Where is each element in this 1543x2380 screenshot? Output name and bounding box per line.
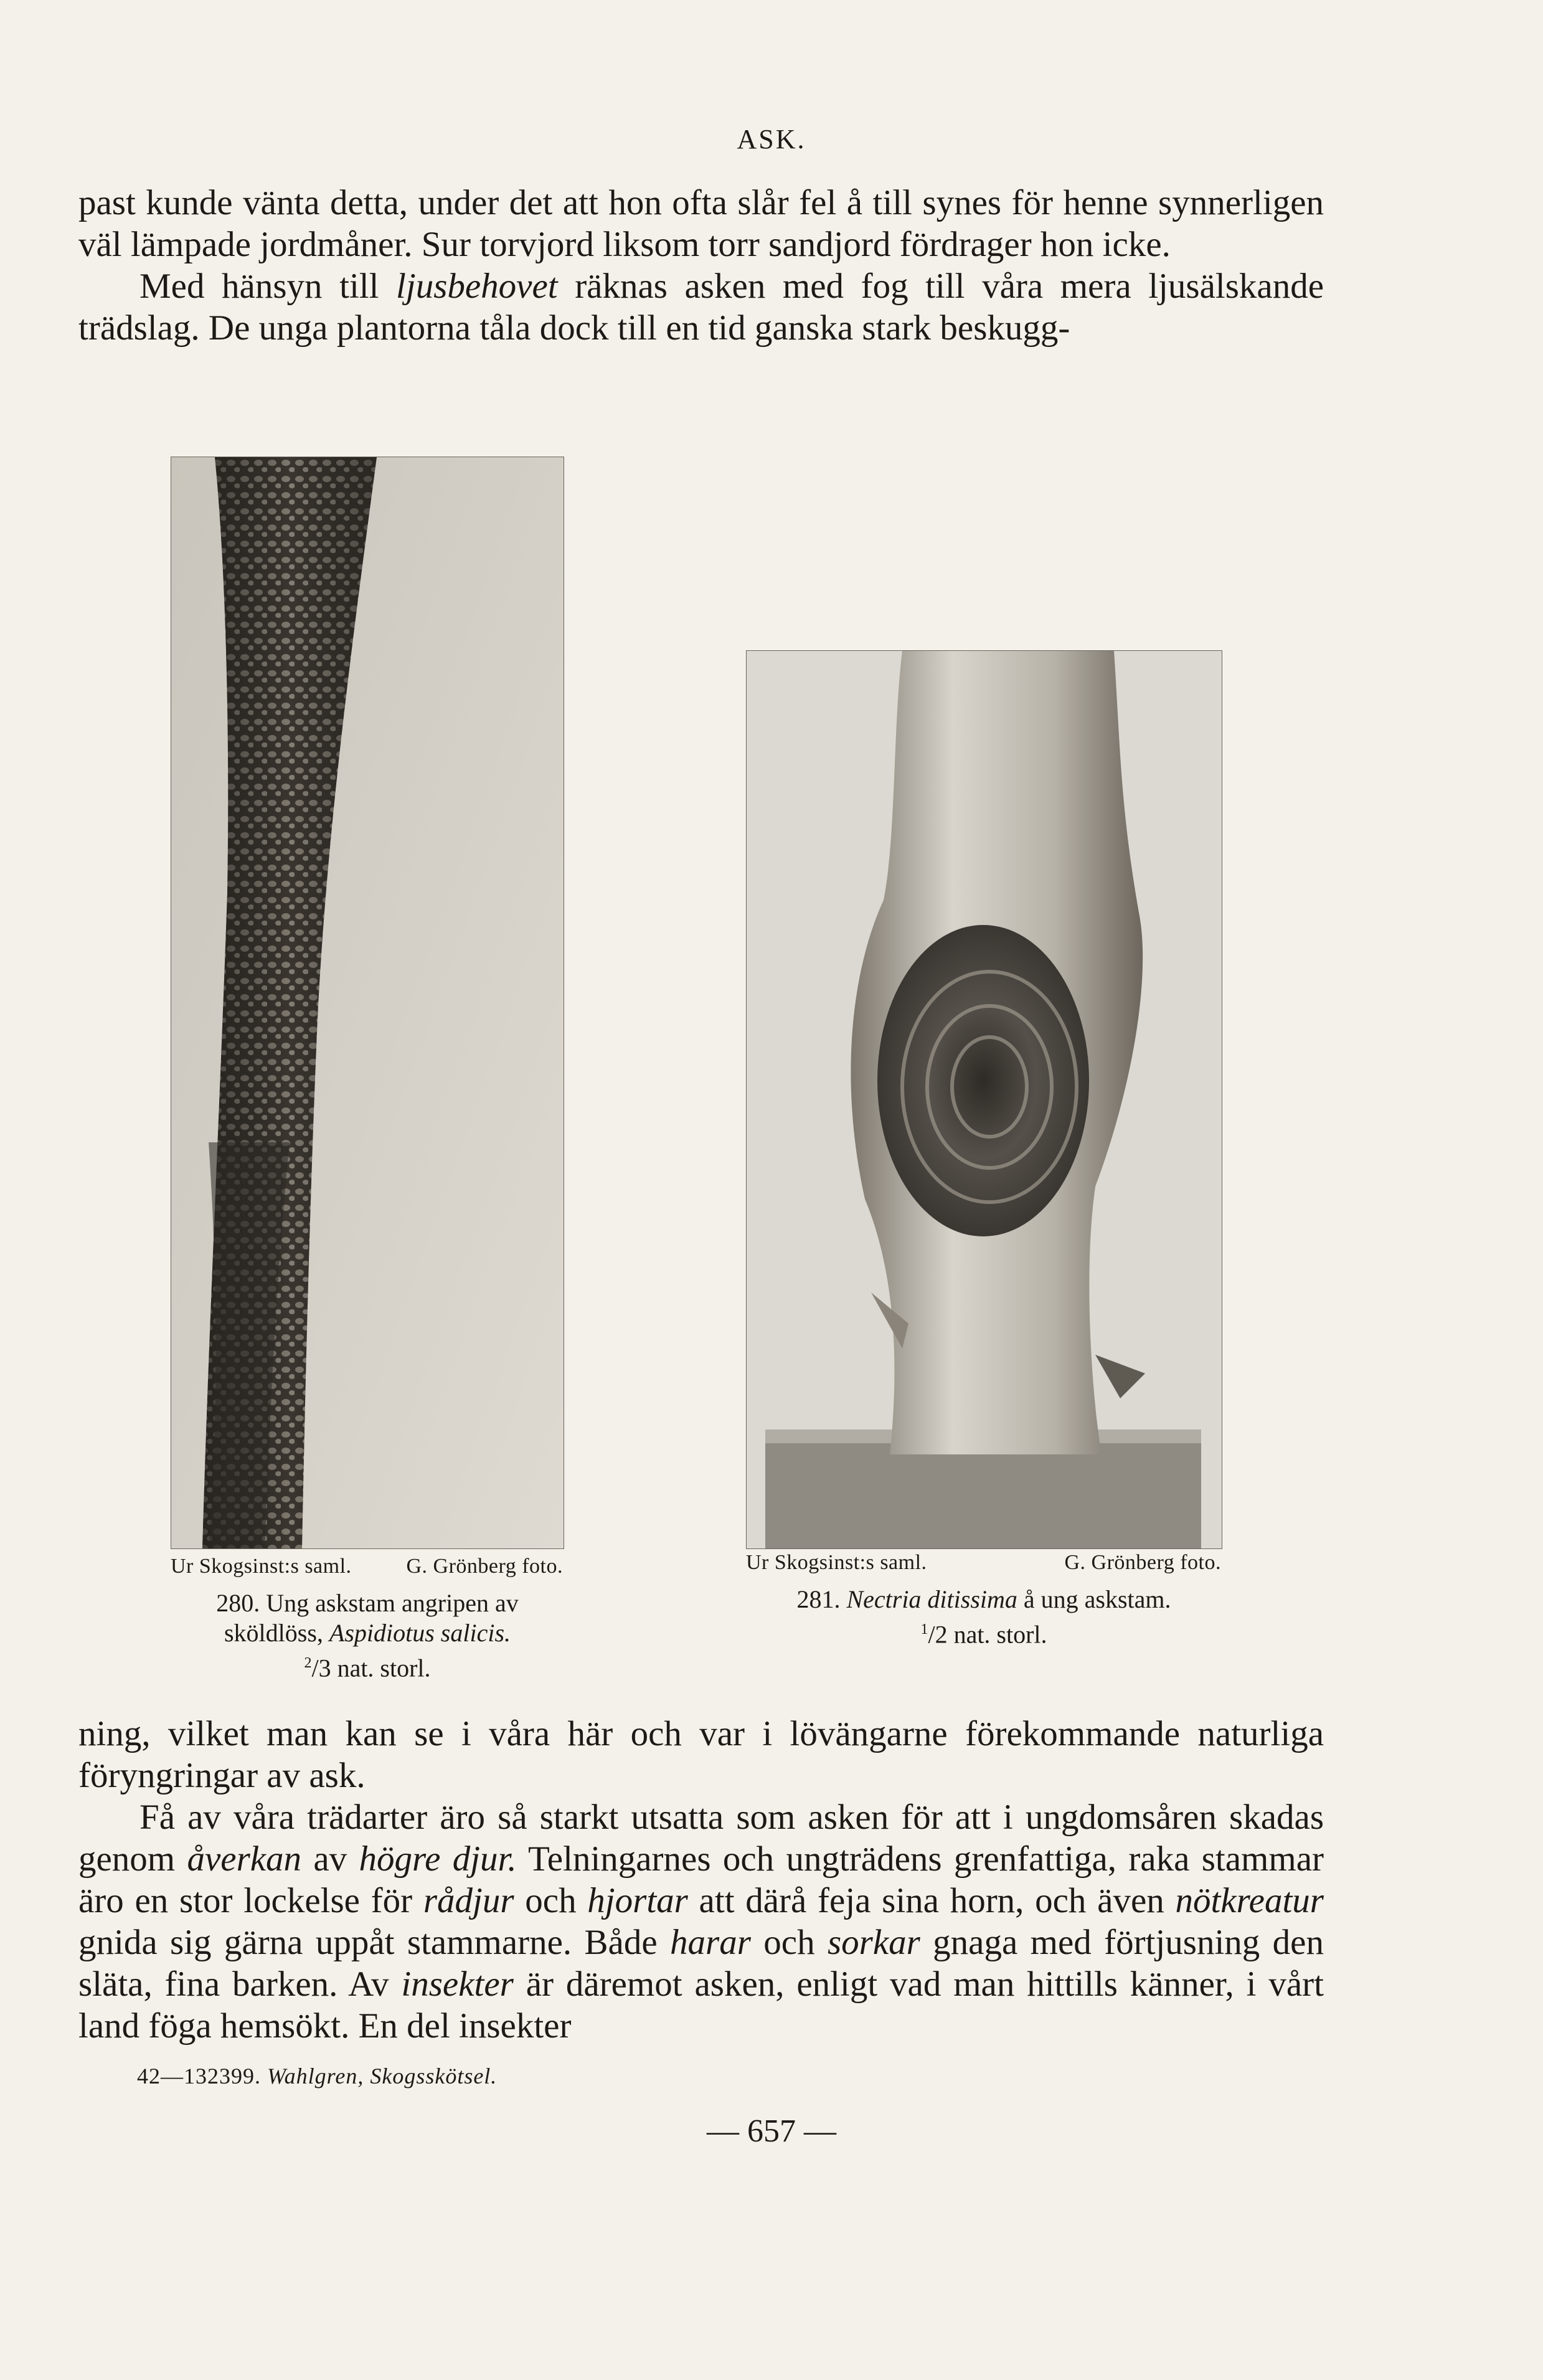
species-name: Aspidiotus salicis. — [329, 1619, 511, 1647]
credit-photographer: G. Grönberg foto. — [1064, 1551, 1221, 1574]
paragraph: past kunde vänta detta, under det att hon ofta slår fel å till synes för henne synnerligen väl lämpade jordmåner. Sur torvjord liksom torr sandjord fördrager hon icke. — [78, 183, 1324, 264]
figure-280-credit — [171, 1555, 563, 1578]
species-name: Nectria ditissima — [846, 1585, 1017, 1613]
page-number: — 657 — — [707, 2113, 836, 2149]
credit-source: Ur Skogsinst:s saml. — [746, 1551, 927, 1574]
emphasis-term: ljusbehovet — [396, 267, 558, 306]
credit-source: Ur Skogsinst:s saml. — [171, 1555, 352, 1578]
figure-280-caption: 280. Ung askstam angripen av sköldlöss, Aspidiotus salicis. $^2$/3 nat. storl. — [156, 1588, 579, 1683]
paragraph: Med hänsyn till ljusbehovet räknas asken med fog till våra mera ljusälskande trädslag. De unga plantorna tåla dock till en tid ganska stark beskugg- — [78, 267, 1324, 348]
scale-note: $^1$/2 nat. storl. — [920, 1620, 1047, 1649]
scale-note: $^2$/3 nat. storl. — [304, 1654, 431, 1682]
paragraph: Få av våra trädarter äro så starkt utsatta som asken för att i ungdomsåren skadas genom åverkan av högre djur. Telningarnes och ungträdens grenfattiga, raka stammar äro en stor lockelse för rådjur och hjortar att därå feja sina horn, och även nötkreatur gnida sig gärna uppåt stammarne. Både harar och sorkar gnaga med förtjusning den släta, fina barken. Av insekter är däremot asken, enligt vad man hittills känner, i vårt land föga hemsökt. En del insekter — [78, 1798, 1324, 2046]
figure-280-photo — [171, 457, 564, 1549]
body-text-bottom — [78, 1713, 1324, 2047]
running-header: ASK. — [737, 124, 806, 154]
figure-281-credit — [746, 1551, 1221, 1575]
figure-281-caption: 281. Nectria ditissima å ung askstam. $^1$/2 nat. storl. — [735, 1585, 1233, 1649]
credit-photographer: G. Grönberg foto. — [406, 1555, 563, 1578]
figure-281-photo — [746, 650, 1222, 1549]
paragraph: ning, vilket man kan se i våra här och var i lövängarne förekommande naturliga föryngringar av ask. — [78, 1714, 1324, 1795]
body-text-top — [78, 182, 1324, 349]
printer-signature: 42—132399. Wahlgren, Skogsskötsel. — [137, 2064, 498, 2088]
